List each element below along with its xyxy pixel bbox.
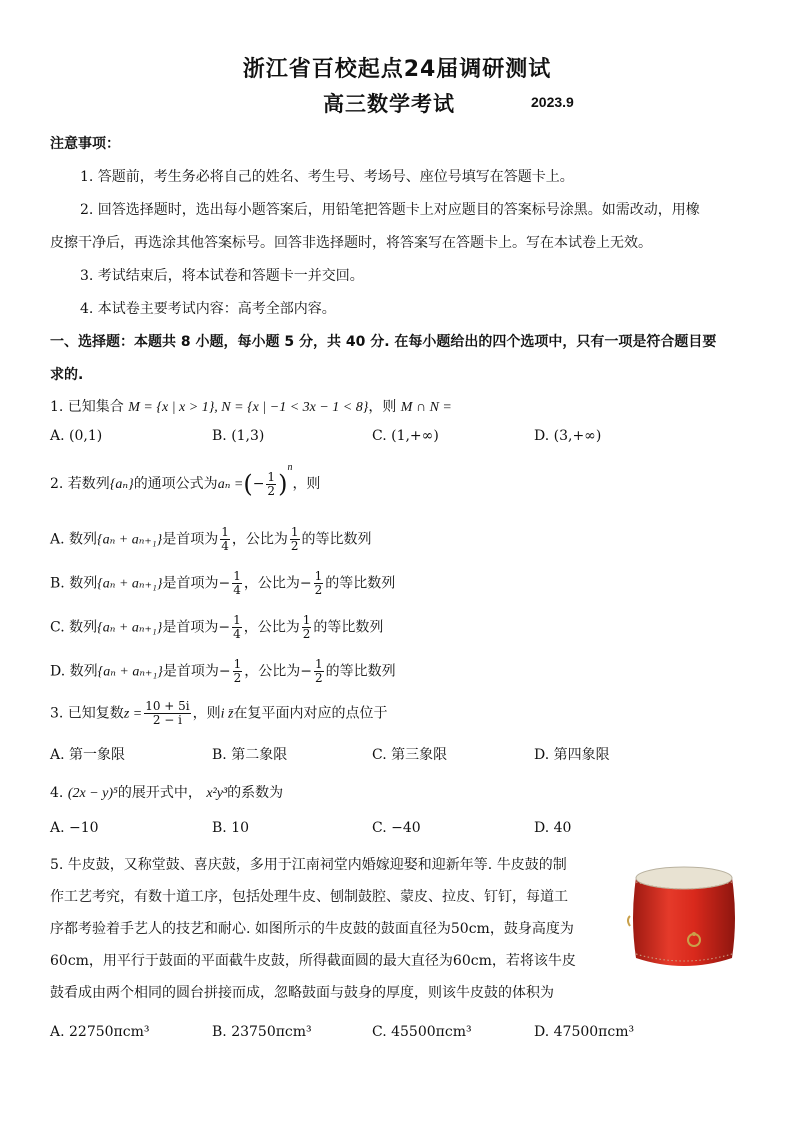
- fraction-denominator: 2: [314, 583, 323, 597]
- fraction-denominator: 2: [315, 671, 323, 685]
- option-text: 是首项为: [162, 663, 219, 680]
- fraction: [232, 570, 242, 597]
- stem-text: ，则: [192, 705, 221, 722]
- option-letter: D.: [50, 663, 66, 680]
- q2-option-d: [50, 658, 396, 685]
- drum-ring-mount: [692, 932, 696, 936]
- option-d: D. (3,+∞): [534, 428, 602, 444]
- math-expression: {aₙ}: [109, 477, 134, 492]
- math-expression: {aₙ + aₙ₊₁}: [97, 664, 163, 680]
- fraction: [266, 471, 276, 498]
- question-5-line: 60cm，用平行于鼓面的平面截牛皮鼓，所得截面圆的最大直径为60cm，若将该牛皮: [50, 953, 576, 969]
- stem-text: 2. 若数列: [50, 476, 110, 492]
- option-text: 数列: [69, 663, 98, 680]
- option-text: 数列: [69, 575, 98, 592]
- stem-text: 的展开式中，: [117, 785, 202, 801]
- question-5-line: 序都考验着手艺人的技艺和耐心. 如图所示的牛皮鼓的鼓面直径为50cm，鼓身高度为: [50, 921, 574, 937]
- fraction: [220, 526, 230, 553]
- option-c: C. 45500πcm³: [372, 1024, 472, 1040]
- fraction-denominator: 2: [267, 483, 276, 498]
- math-expression: (2x − y)⁵: [67, 786, 118, 801]
- math-sign: −: [218, 663, 231, 680]
- option-a: A. 22750πcm³: [50, 1024, 150, 1040]
- fraction-numerator: 1: [233, 657, 242, 671]
- option-c: C. (1,+∞): [372, 428, 439, 444]
- option-text: ，公比为: [243, 575, 300, 592]
- math-expression: aₙ =: [217, 477, 244, 492]
- notice-item-continued: 皮擦干净后，再选涂其他答案标号。回答非选择题时，将答案写在答题卡上。写在本试卷上无效。: [50, 235, 652, 251]
- fraction-numerator: 10 + 5i: [145, 699, 190, 713]
- q2-option-a: [50, 526, 372, 553]
- stem-text: ，则: [292, 476, 321, 492]
- option-b: B. 23750πcm³: [212, 1024, 312, 1040]
- option-text: 的等比数列: [301, 531, 372, 548]
- math-sign: −: [299, 575, 312, 592]
- fraction-numerator: 1: [267, 469, 276, 484]
- option-d: D. 第四象限: [534, 747, 610, 763]
- stem-text: 的系数为: [227, 785, 284, 801]
- math-expression: {aₙ + aₙ₊₁}: [97, 620, 163, 636]
- option-text: ，公比为: [243, 619, 300, 636]
- option-text: 是首项为: [162, 619, 219, 636]
- fraction-denominator: 4: [233, 583, 241, 597]
- question-2-stem: [50, 462, 321, 498]
- notice-heading: 注意事项：: [50, 136, 120, 152]
- drum-body: [633, 878, 735, 966]
- option-text: ，公比为: [231, 531, 288, 548]
- drum-figure: [622, 860, 746, 976]
- q2-option-c: [50, 614, 383, 641]
- option-letter: A.: [50, 531, 65, 548]
- option-a: A. 第一象限: [50, 747, 126, 763]
- question-5-line: 5. 牛皮鼓，又称堂鼓、喜庆鼓，多用于江南祠堂内婚嫁迎娶和迎新年等. 牛皮鼓的制: [50, 857, 567, 873]
- fraction: [302, 614, 312, 641]
- math-expression: i z̄: [220, 706, 234, 722]
- option-text: ，公比为: [244, 663, 301, 680]
- option-c: C. 第三象限: [372, 747, 448, 763]
- exam-title: 浙江省百校起点24届调研测试: [242, 57, 552, 82]
- fraction-denominator: 2: [233, 671, 242, 685]
- fraction-numerator: 1: [314, 569, 323, 583]
- notice-item: 4. 本试卷主要考试内容：高考全部内容。: [80, 301, 336, 317]
- fraction-numerator: 1: [315, 657, 323, 671]
- stem-text: ，则: [368, 399, 397, 415]
- fraction: [144, 700, 190, 727]
- fraction-numerator: 1: [233, 613, 241, 627]
- question-5-line: 鼓看成由两个相同的圆台拼接而成，忽略鼓面与鼓身的厚度，则该牛皮鼓的体积为: [50, 985, 554, 1001]
- option-text: 的等比数列: [325, 663, 396, 680]
- option-text: 的等比数列: [325, 575, 396, 592]
- q2-option-b: [50, 570, 395, 597]
- math-sign: −: [218, 575, 231, 592]
- option-c: C. −40: [372, 820, 421, 836]
- fraction-denominator: 2 − i: [152, 713, 183, 727]
- drum-side-handle: [628, 916, 630, 926]
- fraction: [314, 658, 324, 685]
- math-sign: −: [218, 619, 231, 636]
- notice-item: 2. 回答选择题时，选出每小题答案后，用铅笔把答题卡上对应题目的答案标号涂黑。如需改动，用橡: [80, 202, 700, 218]
- math-expression: x²y³: [206, 786, 228, 801]
- option-text: 的等比数列: [313, 619, 384, 636]
- math-sign: −: [252, 476, 265, 492]
- option-letter: B.: [50, 575, 65, 592]
- notice-item: 1. 答题前，考生务必将自己的姓名、考生号、考场号、座位号填写在答题卡上。: [80, 169, 574, 185]
- fraction: [232, 614, 242, 641]
- question-5-line: 作工艺考究，有数十道工序，包括处理牛皮、刨制鼓腔、蒙皮、拉皮、钉钉，每道工: [50, 889, 568, 905]
- stem-text: 3. 已知复数: [50, 705, 124, 722]
- math-expression: {aₙ + aₙ₊₁}: [97, 532, 163, 548]
- option-d: D. 47500πcm³: [534, 1024, 635, 1040]
- stem-text: 的通项公式为: [133, 476, 218, 492]
- option-b: B. 10: [212, 820, 250, 836]
- question-4-stem: [50, 782, 283, 802]
- option-text: 数列: [69, 619, 98, 636]
- math-expression: M = {x | x > 1}, N = {x | −1 < 3x − 1 < 8}: [128, 400, 369, 415]
- option-text: 是首项为: [162, 531, 219, 548]
- fraction-denominator: 2: [302, 627, 311, 641]
- fraction-numerator: 1: [302, 613, 311, 627]
- math-expression: {aₙ + aₙ₊₁}: [97, 576, 163, 592]
- stem-text: 4.: [50, 785, 64, 801]
- stem-text: 1. 已知集合: [50, 399, 124, 415]
- fraction-numerator: 1: [233, 569, 241, 583]
- option-text: 是首项为: [162, 575, 219, 592]
- option-d: D. 40: [534, 820, 572, 836]
- fraction: [233, 658, 243, 685]
- math-expression: M ∩ N =: [400, 400, 452, 415]
- fraction: [314, 570, 324, 597]
- option-text: 数列: [69, 531, 98, 548]
- fraction-denominator: 4: [221, 539, 229, 553]
- option-letter: C.: [50, 619, 65, 636]
- fraction-denominator: 4: [233, 627, 241, 641]
- exam-date: 2023.9: [531, 94, 574, 110]
- paren: (: [243, 470, 253, 498]
- drum-head: [636, 867, 732, 889]
- exam-subtitle: 高三数学考试: [323, 92, 455, 116]
- notice-item: 3. 考试结束后，将本试卷和答题卡一并交回。: [80, 268, 364, 284]
- fraction-numerator: 1: [290, 525, 299, 539]
- paren: ): [278, 470, 288, 498]
- math-expression: z =: [123, 706, 143, 722]
- question-1-stem: [50, 396, 452, 416]
- fraction-denominator: 2: [290, 539, 299, 553]
- section-heading: 一、选择题：本题共 8 小题，每小题 5 分，共 40 分. 在每小题给出的四个选项中，只有一项是符合题目要: [50, 334, 717, 350]
- option-a: A. (0,1): [50, 428, 103, 444]
- fraction-numerator: 1: [221, 525, 229, 539]
- math-sign: −: [300, 663, 312, 680]
- exponent: n: [287, 462, 293, 474]
- question-3-stem: [50, 700, 388, 727]
- option-a: A. −10: [50, 820, 99, 836]
- stem-text: 在复平面内对应的点位于: [233, 705, 388, 722]
- section-heading-continued: 求的.: [50, 367, 84, 383]
- option-b: B. 第二象限: [212, 747, 288, 763]
- option-b: B. (1,3): [212, 428, 265, 444]
- fraction: [290, 526, 300, 553]
